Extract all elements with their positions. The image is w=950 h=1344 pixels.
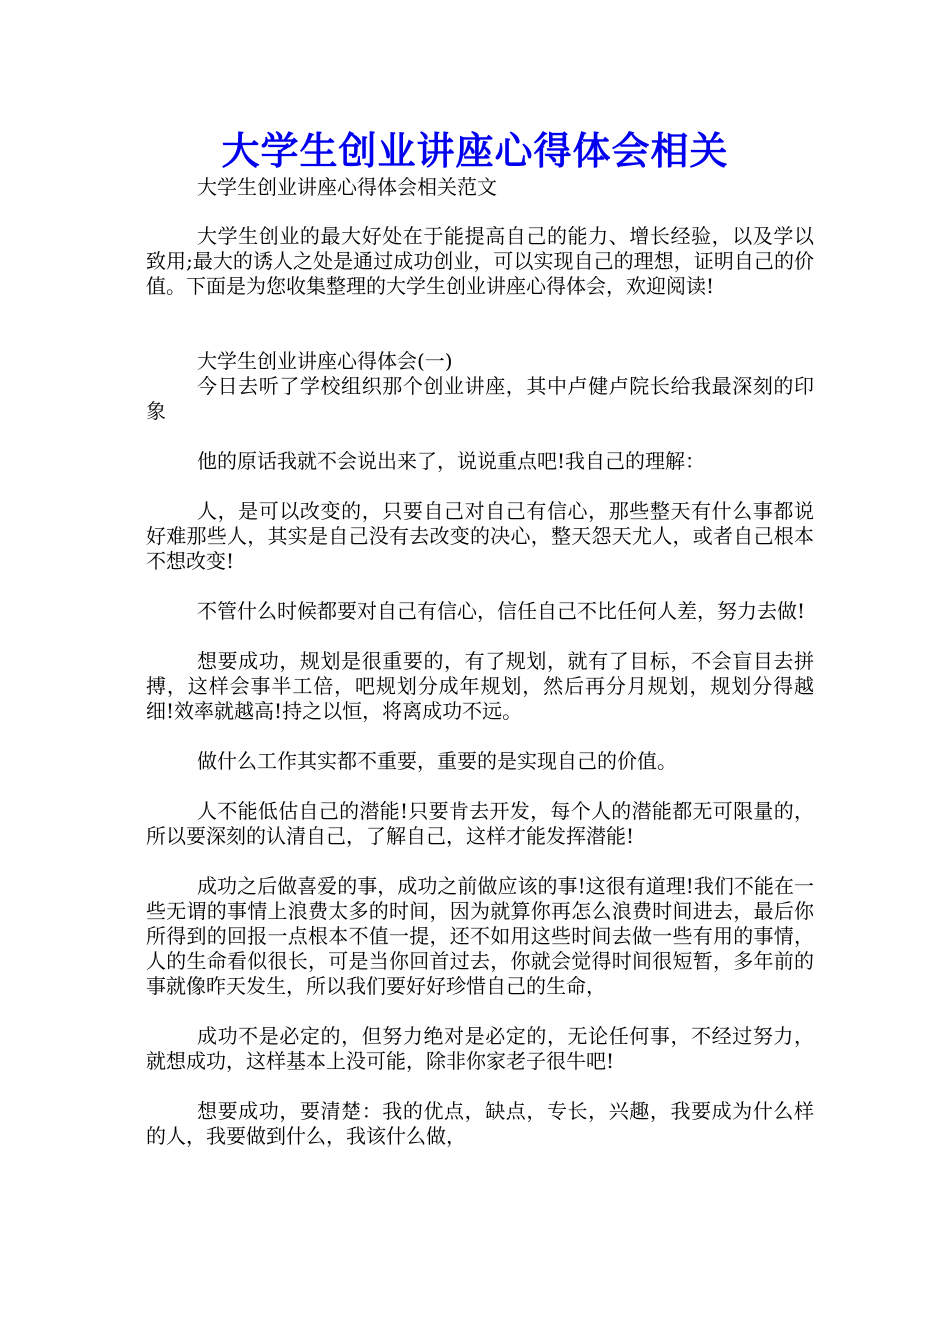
section-heading: 大学生创业讲座心得体会(一) [197,349,453,373]
paragraph: 人，是可以改变的，只要自己对自己有信心，那些整天有什么事都说好难那些人，其实是自己没有去改变的决心，整天怨天尤人，或者自己根本不想改变! [146,499,814,573]
paragraph: 今日去听了学校组织那个创业讲座，其中卢健卢院长给我最深刻的印象 [146,374,814,423]
paragraph: 成功之后做喜爱的事，成功之前做应该的事!这很有道理!我们不能在一些无谓的事情上浪费太多的时间，因为就算你再怎么浪费时间进去，最后你所得到的回报一点根本不值一提，还不如用这些时间去做一些有用的事情，人的生命看似很长，可是当你回首过去，你就会觉得时间很短暂，多年前的事就像昨天发生，所以我们要好好珍惜自己的生命， [146,874,814,998]
paragraph: 成功不是必定的，但努力绝对是必定的，无论任何事，不经过努力，就想成功，这样基本上没可能，除非你家老子很牛吧! [146,1024,814,1073]
paragraph: 不管什么时候都要对自己有信心，信任自己不比任何人差，努力去做! [197,599,806,623]
paragraph: 做什么工作其实都不重要，重要的是实现自己的价值。 [197,749,677,773]
document-body [146,224,814,1149]
paragraph: 人不能低估自己的潜能!只要肯去开发，每个人的潜能都无可限量的，所以要深刻的认清自己，了解自己，这样才能发挥潜能! [146,799,814,848]
paragraph: 想要成功，规划是很重要的，有了规划，就有了目标，不会盲目去拼搏，这样会事半工倍，吧规划分成年规划，然后再分月规划，规划分得越细!效率就越高!持之以恒，将离成功不远。 [146,649,814,723]
paragraph-intro: 大学生创业的最大好处在于能提高自己的能力、增长经验，以及学以致用;最大的诱人之处是通过成功创业，可以实现自己的理想，证明自己的价值。下面是为您收集整理的大学生创业讲座心得体会，欢迎阅读! [146,224,814,298]
paragraph: 想要成功，要清楚：我的优点，缺点，专长，兴趣，我要成为什么样的人，我要做到什么，我该什么做， [146,1099,814,1148]
document-subtitle: 大学生创业讲座心得体会相关范文 [197,175,497,199]
document-title: 大学生创业讲座心得体会相关 [221,128,729,173]
paragraph: 他的原话我就不会说出来了，说说重点吧!我自己的理解： [197,449,706,473]
